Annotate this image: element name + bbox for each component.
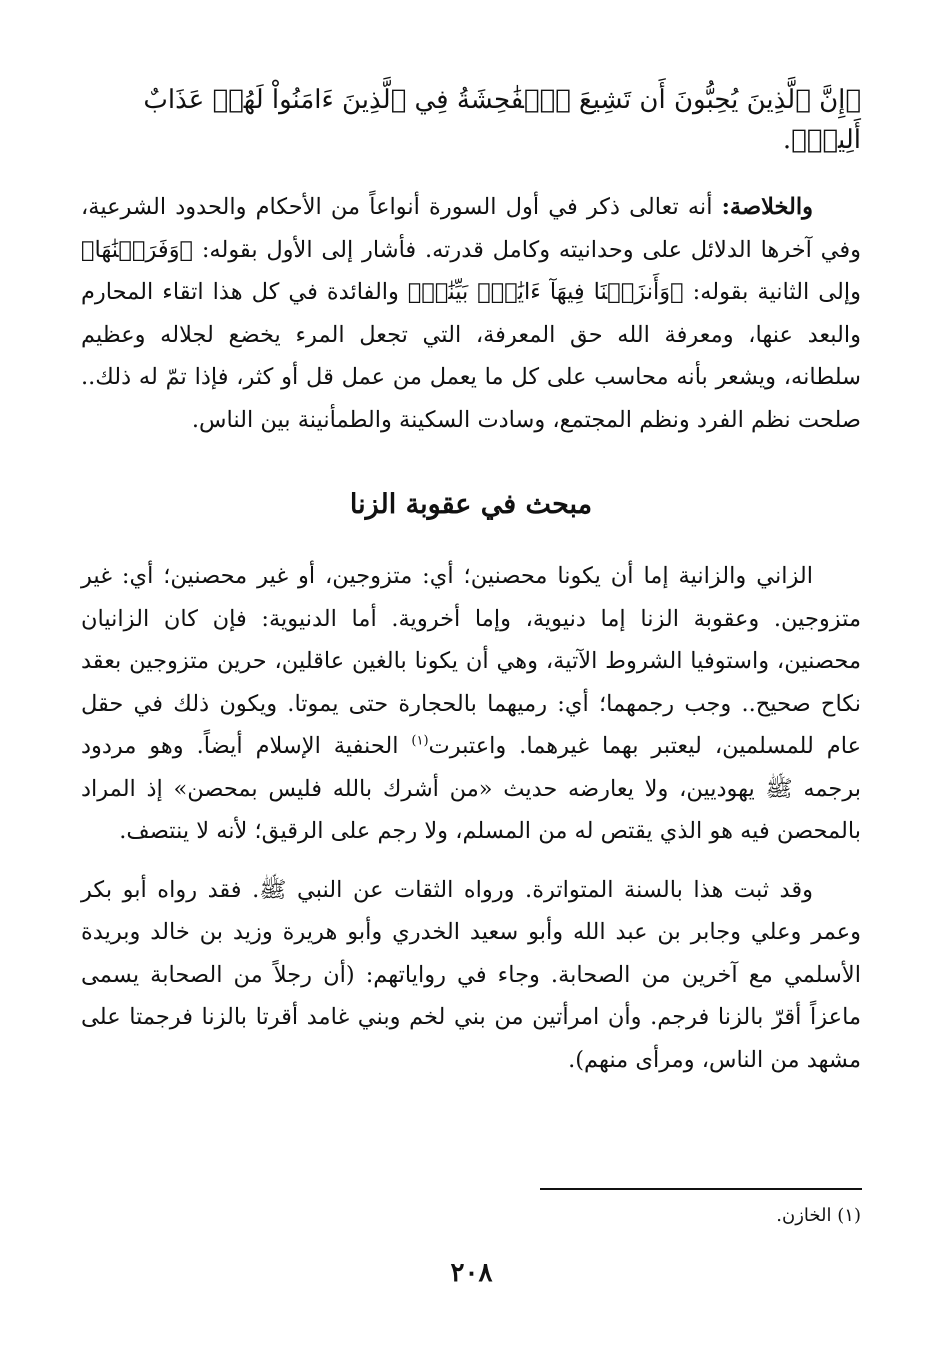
footnote-number: (١)	[837, 1205, 861, 1226]
page-body	[81, 80, 861, 1081]
summary-lead: والخلاصة:	[721, 194, 813, 220]
sunnah-paragraph: وقد ثبت هذا بالسنة المتواترة. ورواه الثقات عن النبي ﷺ. فقد رواه أبو بكر وعمر وعلي وجابر بن عبد الله وأبو سعيد الخدري وأبو هريرة وزيد بن خالد وبريدة الأسلمي مع آخرين من الصحابة. وجاء في رواياتهم: (أن رجلاً من الصحابة يسمى ماعزاً أقرّ بالزنا فرجم. وأن امرأتين من بني لخم وبني غامد أقرتا بالزنا فرجمتا على مشهد من الناس، ومرأى منهم).	[81, 876, 861, 1073]
punishment-text-part2: الحنفية الإسلام أيضاً. وهو مردود برجمه ﷺ يهوديين، ولا يعارضه حديث «من أشرك بالله فليس بمحصن» إذ المراد بالمحصن فيه هو الذي يقتص له من المسلم، ولا رجم على الرقيق؛ لأنه لا ينتصف.	[81, 733, 861, 844]
quran-verse: ﴿إِنَّ ٱلَّذِينَ يُحِبُّونَ أَن تَشِيعَ ٱلۡفَٰحِشَةُ فِي ٱلَّذِينَ ءَامَنُواْ لَهُمۡ عَذَابٌ أَلِيمٞ﴾.	[143, 85, 861, 155]
punishment-text-part1: الزاني والزانية إما أن يكونا محصنين؛ أي: متزوجين، أو غير محصنين؛ أي: غير متزوجين. وعقوبة الزنا إما دنيوية، وإما أخروية. أما الدنيوية: فإن كان الزانيان محصنين، واستوفيا الشروط الآتية، وهي أن يكونا بالغين عاقلين، حرين متزوجين بعقد نكاح صحيح.. وجب رجمهما؛ أي: رميهما بالحجارة حتى يموتا. ويكون ذلك في حقل عام للمسلمين، ليعتبر بهما غيرهما. واعتبرت	[81, 563, 861, 759]
summary-paragraph	[81, 186, 861, 441]
footnote-text: الخازن.	[776, 1205, 832, 1226]
footnote-divider	[540, 1188, 862, 1190]
summary-text: أنه تعالى ذكر في أول السورة أنواعاً من الأحكام والحدود الشرعية، وفي آخرها الدلائل على وحدانيته وكامل قدرته. فأشار إلى الأول بقوله: ﴿وَفَرَضۡنَٰهَا﴾ وإلى الثانية بقوله: ﴿وَأَنزَلۡنَا فِيهَآ ءَايَٰتِۭ بَيِّنَٰتٖ﴾ والفائدة في كل هذا اتقاء المحارم والبعد عنها، ومعرفة الله حق المعرفة، التي تجعل المرء يخضع لجلاله وعظيم سلطانه، ويشعر بأنه محاسب على كل ما يعمل من عمل قل أو كثر، فإذا تمّ له ذلك.. صلحت نظم الفرد ونظم المجتمع، وسادت السكينة والطمأنينة بين الناس.	[81, 194, 861, 433]
footnote	[776, 1202, 861, 1230]
page-number: ٢٠٨	[450, 1258, 493, 1288]
punishment-paragraph	[81, 555, 861, 853]
section-heading: مبحث في عقوبة الزنا	[349, 489, 593, 520]
footnote-reference: (١)	[411, 733, 429, 749]
